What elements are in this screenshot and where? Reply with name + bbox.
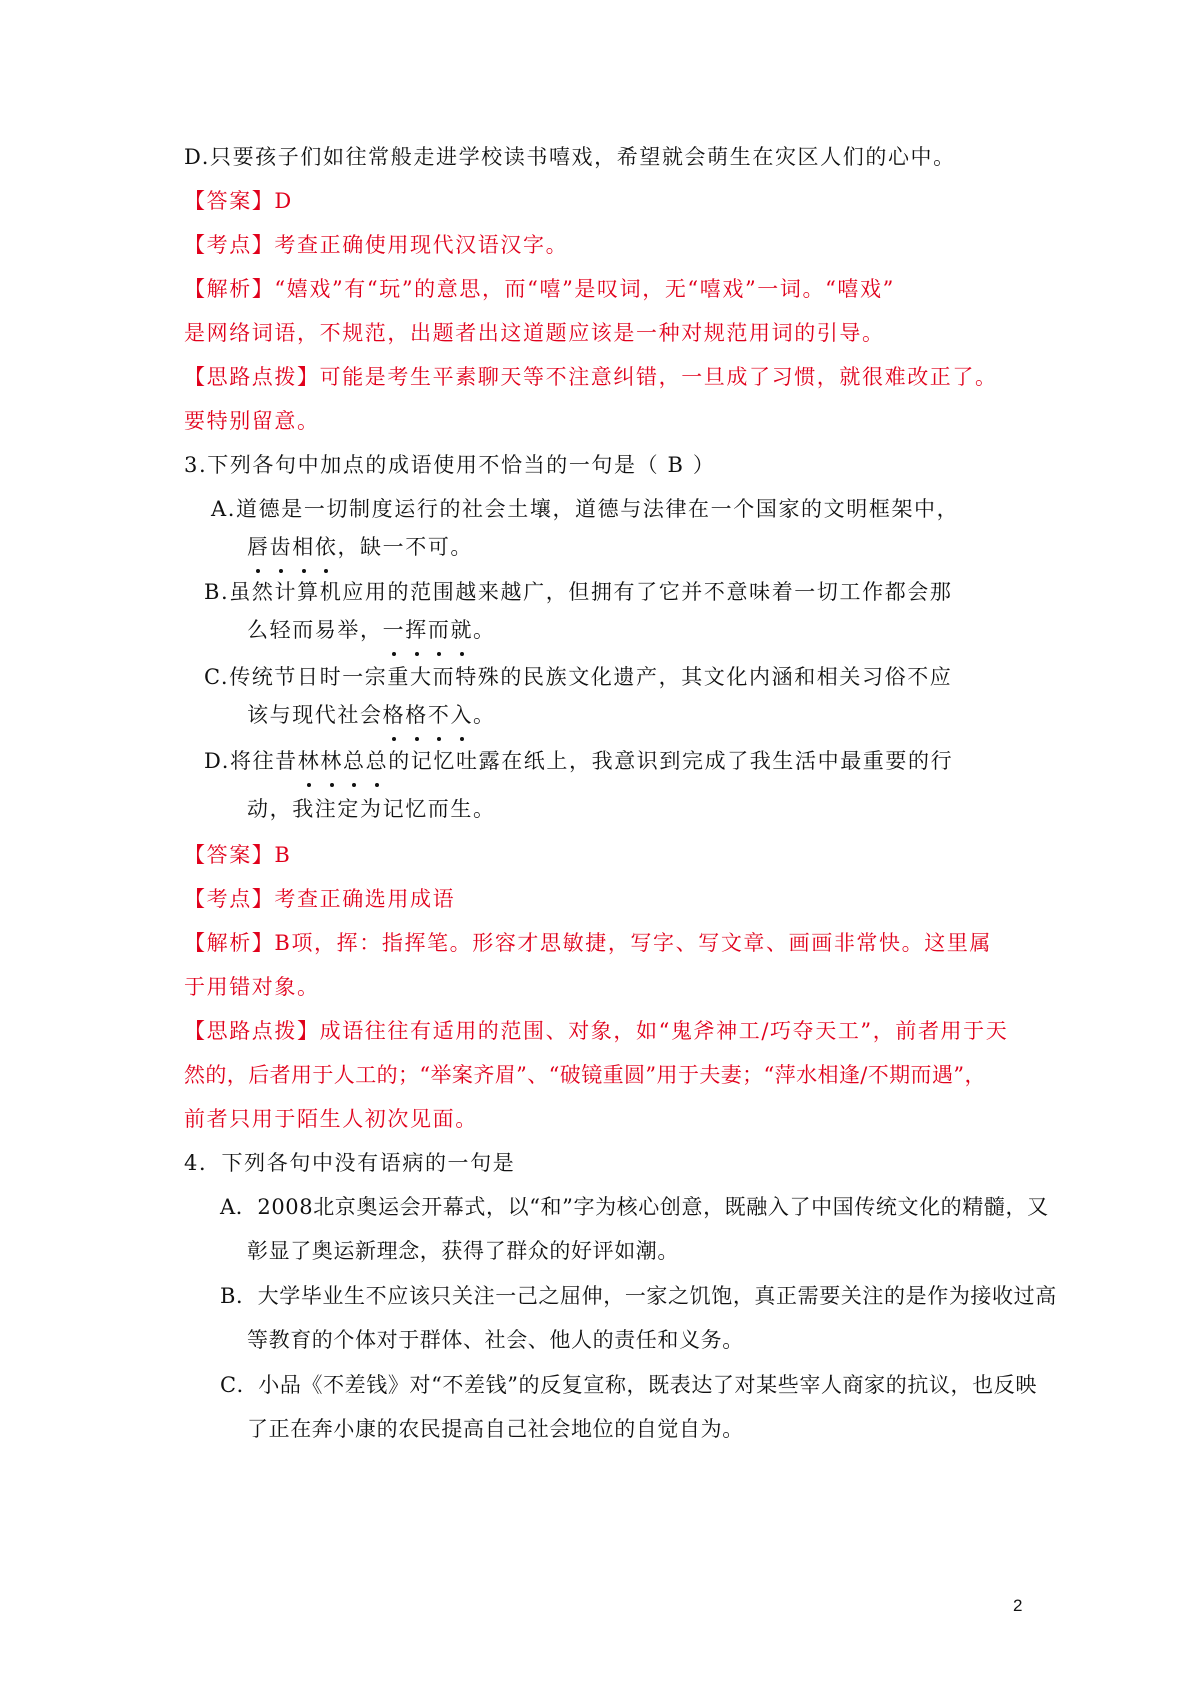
q3-option-a-line-2: [247, 532, 1050, 562]
emphasized-char: 格: [405, 700, 428, 730]
answer-label: 【答案】: [184, 189, 275, 213]
analysis-label: 【解析】: [184, 931, 275, 955]
q3-option-d-line-2: 动，我注定为记忆而生。: [247, 797, 496, 821]
q4-stem: 4．下列各句中没有语病的一句是: [184, 1151, 516, 1175]
q3-answer: [184, 840, 1050, 870]
q3-option-d-line-1: [204, 746, 1050, 776]
q2-option-d: D.只要孩子们如往常般走进学校读书嘻戏，希望就会萌生在灾区人们的心中。: [184, 145, 956, 169]
emphasized-char: 依: [315, 532, 338, 562]
q4-option-b-line-1: B．大学毕业生不应该只关注一己之屈伸，一家之饥饱，真正需要关注的是作为接收过高: [220, 1284, 1057, 1308]
tip-text: 可能是考生平素聊天等不注意纠错，一旦成了习惯，就很难改正了。: [319, 365, 998, 389]
q3-option-c-line-2: [247, 700, 1050, 730]
answer-label: 【答案】: [184, 843, 275, 867]
q2-answer: [184, 186, 1050, 216]
answer-value: B: [274, 843, 292, 867]
exam-point-label: 【考点】: [184, 233, 275, 257]
tip-label: 【思路点拨】: [184, 365, 320, 389]
q3-option-b-line-1: B.虽然计算机应用的范围越来越广，但拥有了它并不意味着一切工作都会那: [204, 580, 953, 604]
option-text: D.将往昔: [204, 749, 298, 773]
emphasized-char: 林: [298, 746, 321, 776]
exam-point-text: 考查正确使用现代汉语汉字。: [274, 233, 569, 257]
q3-option-c-line-1: C.传统节日时一宗重大而特殊的民族文化遗产，其文化内涵和相关习俗不应: [204, 665, 953, 689]
q3-analysis-line-1: [184, 928, 1050, 958]
q3-option-a-line-1: A.道德是一切制度运行的社会土壤，道德与法律在一个国家的文明框架中，: [211, 497, 960, 521]
q4-option-a-line-1: A．2008北京奥运会开幕式，以“和”字为核心创意，既融入了中国传统文化的精髓，又: [220, 1195, 1049, 1219]
emphasized-char: 一: [383, 615, 406, 645]
emphasized-char: 齿: [270, 532, 293, 562]
emphasized-char: 入: [450, 700, 473, 730]
q3-tip-line-1: [184, 1016, 1050, 1046]
q4-option-c-line-2: 了正在奔小康的农民提高自己社会地位的自觉自为。: [247, 1417, 744, 1441]
q2-tip-line-2: 要特别留意。: [184, 409, 320, 433]
option-text: 。: [473, 618, 496, 642]
option-text: 该与现代社会: [247, 703, 383, 727]
q2-analysis-line-1: [184, 274, 1050, 304]
exam-point-label: 【考点】: [184, 887, 275, 911]
q2-exam-point: [184, 230, 1050, 260]
emphasized-char: 相: [292, 532, 315, 562]
q3-option-b-line-2: [247, 615, 1050, 645]
emphasized-char: 挥: [405, 615, 428, 645]
option-text: 。: [473, 703, 496, 727]
q3-exam-point: [184, 884, 1050, 914]
option-text: 的记忆吐露在纸上，我意识到完成了我生活中最重要的行: [388, 749, 954, 773]
emphasized-char: 林: [320, 746, 343, 776]
option-text: 么轻而易举，: [247, 618, 383, 642]
emphasized-char: 不: [428, 700, 451, 730]
page-number: 2: [1013, 1596, 1023, 1615]
q4-option-c-line-1: C．小品《不差钱》对“不差钱”的反复宣称，既表达了对某些宰人商家的抗议，也反映: [220, 1373, 1037, 1397]
emphasized-char: 总: [343, 746, 366, 776]
exam-point-text: 考查正确选用成语: [274, 887, 456, 911]
emphasized-char: 就: [450, 615, 473, 645]
q3-tip-line-2: 然的，后者用于人工的；“举案齐眉”、“破镜重圆”用于夫妻；“萍水相逢/不期而遇”，: [184, 1063, 986, 1087]
q4-option-a-line-2: 彰显了奥运新理念，获得了群众的好评如潮。: [247, 1239, 679, 1263]
q3-analysis-line-2: 于用错对象。: [184, 975, 320, 999]
q3-stem: 3.下列各句中加点的成语使用不恰当的一句是（ B ）: [184, 453, 716, 477]
q2-analysis-line-2: 是网络词语，不规范，出题者出这道题应该是一种对规范用词的引导。: [184, 321, 885, 345]
q3-tip-line-3: 前者只用于陌生人初次见面。: [184, 1107, 478, 1131]
option-text: ，缺一不可。: [337, 535, 474, 559]
tip-text: 成语往往有适用的范围、对象，如“鬼斧神工/巧夺天工”，前者用于天: [319, 1019, 1009, 1043]
analysis-label: 【解析】: [184, 277, 275, 301]
answer-value: D: [274, 189, 293, 213]
emphasized-char: 唇: [247, 532, 270, 562]
q4-option-b-line-2: 等教育的个体对于群体、社会、他人的责任和义务。: [247, 1328, 744, 1352]
emphasized-char: 格: [383, 700, 406, 730]
q2-tip-line-1: [184, 362, 1050, 392]
emphasized-char: 总: [366, 746, 389, 776]
analysis-text: “嬉戏”有“玩”的意思，而“嘻”是叹词，无“嘻戏”一词。“嘻戏”: [274, 277, 895, 301]
analysis-text: B项，挥：指挥笔。形容才思敏捷，写字、写文章、画画非常快。这里属: [274, 931, 993, 955]
emphasized-char: 而: [428, 615, 451, 645]
tip-label: 【思路点拨】: [184, 1019, 320, 1043]
